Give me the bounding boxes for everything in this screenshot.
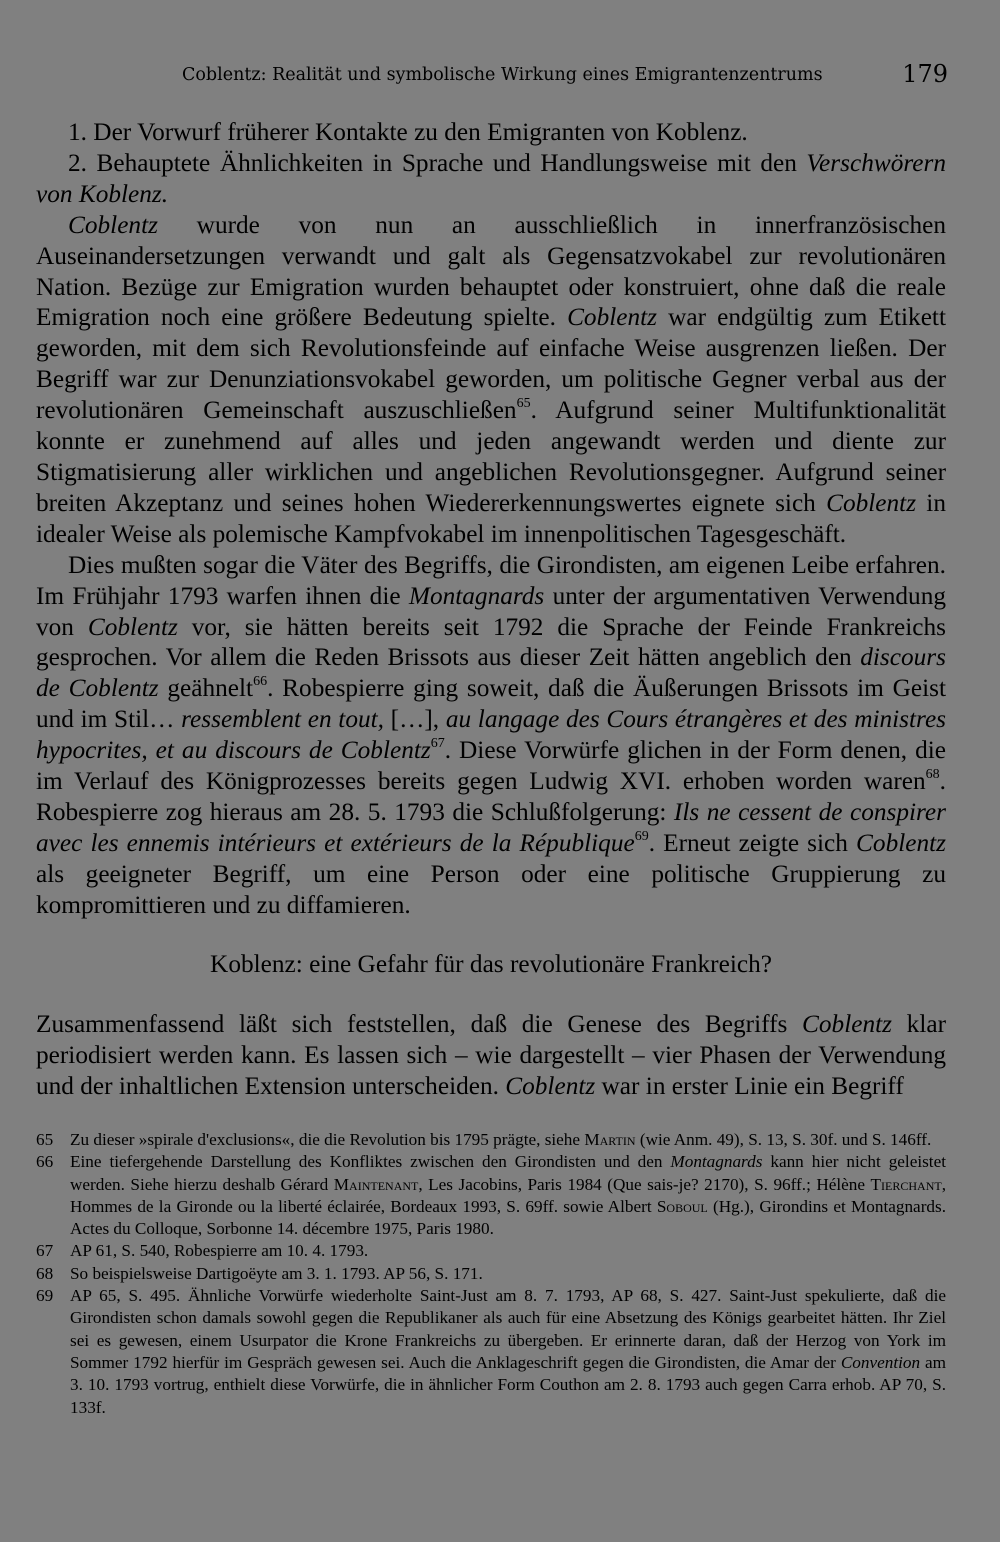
text-run: war in erster Linie ein Begriff <box>595 1072 904 1101</box>
italic-quote: au langage des Cours étrangères et des ministres hypocrites, et au discours de Coblentz <box>36 705 947 765</box>
italic-term: Coblentz <box>567 303 658 332</box>
italic-term: Convention <box>840 1352 921 1372</box>
text-run: war endgültig zum Etikett geworden, mit dem sich Revolutionsfeinde auf einfache Weise ausgrenzen ließen. Der Begriff war zur Denunziationsvokabel geworden, um politische Gegner verbal aus der revolutionären Gemeinschaft auszuschließen <box>36 303 946 425</box>
body-text <box>36 117 946 1102</box>
italic-term: Coblentz <box>505 1072 596 1101</box>
text-run: kann hier nicht geleistet werden. Siehe hierzu deshalb Gérard <box>70 1152 946 1194</box>
italic-term: Montagnards <box>670 1152 763 1172</box>
text-run: am 3. 10. 1793 vortrug, enthielt diese Vorwürfe, die in ähnlicher Form Couthon am 2. 8. 1793 auch gegen Carra erhob. AP 70, S. 133f. <box>70 1352 946 1417</box>
footnote-ref[interactable]: 65 <box>516 396 531 412</box>
list-item <box>36 148 946 210</box>
footnote-ref[interactable]: 66 <box>253 674 268 690</box>
footnote-text <box>70 1285 946 1419</box>
footnote <box>36 1151 946 1240</box>
paragraph <box>36 1009 946 1102</box>
footnote <box>36 1129 946 1151</box>
paragraph <box>36 550 946 921</box>
footnote <box>36 1240 946 1262</box>
list-item-text: 1. Der Vorwurf früherer Kontakte zu den Emigranten von Koblenz. <box>68 118 748 146</box>
paragraph <box>36 210 946 550</box>
italic-term: Coblentz <box>68 210 158 239</box>
italic-term: discours de Coblentz <box>36 643 946 703</box>
list-item-text: 2. Behauptete Ähnlichkeiten in Sprache und Handlungsweise mit den <box>68 148 807 177</box>
footnote-number: 65 <box>36 1130 54 1149</box>
text-run: geähnelt <box>158 674 254 703</box>
text-run: . Erneut zeigte sich <box>648 828 857 857</box>
author-name: Soboul <box>656 1196 708 1216</box>
text-run: vor, sie hätten bereits seit 1792 die Sprache der Feinde Frankreichs gesprochen. Vor allem die Reden Brissots aus dieser Zeit hätten angeblich den <box>36 612 946 672</box>
footnote-ref[interactable]: 68 <box>925 767 940 783</box>
italic-term: Coblentz <box>87 612 178 641</box>
footnote-ref[interactable]: 69 <box>634 828 649 844</box>
text-run: wurde von nun an ausschließlich in innerfranzösischen Auseinandersetzungen verwandt und galt als Gegensatzvokabel zur revolutionären Nation. Bezüge zur Emigration wurden behauptet oder konstruiert, ohne daß die reale Emigration noch eine größere Bedeutung spielte. <box>36 210 946 332</box>
text-run: Eine tiefergehende Darstellung des Konfliktes zwischen den Girondisten und den <box>70 1152 671 1172</box>
footnote-text: So beispielsweise Dartigoëyte am 3. 1. 1793. AP 56, S. 171. <box>70 1263 483 1283</box>
text-run: als geeigneter Begriff, um eine Person oder eine politische Gruppierung zu kompromittieren und zu diffamieren. <box>36 859 946 919</box>
text-run: . Aufgrund seiner Multifunktionalität konnte er zunehmend auf alles und jeden angewandt werden und diente zur Stigmatisierung aller wirklichen und angeblichen Revolutionsgegner. Aufgrund seiner breiten Akzeptanz und seines hohen Wiedererkennungswertes eignete sich <box>36 396 947 517</box>
italic-term: Coblentz <box>802 1010 892 1039</box>
text-run: AP 65, S. 495. Ähnliche Vorwürfe wiederholte Saint-Just am 8. 7. 1793, AP 68, S. 427. Saint-Just spekulierte, daß die Girondisten schon damals sowohl gegen die Republikaner als auch für eine Absetzung des Königs gearbeitet hätten. Ihr Ziel sei es gewesen, einem Usurpator die Krone Frankreichs zu übergeben. Er erinnerte daran, daß der Herzog von York im Sommer 1792 hierfür im Gespräch gewesen sei. Auch die Anklageschrift gegen die Girondisten, die Amar der <box>70 1286 946 1372</box>
text-run: klar periodisiert werden kann. Es lassen sich – wie dargestellt – vier Phasen der Verwendung und der inhaltlichen Extension unterscheiden. <box>36 1010 946 1101</box>
page-number: 179 <box>902 60 948 88</box>
footnote-number: 69 <box>36 1286 54 1306</box>
author-name: Tierchant <box>870 1174 942 1194</box>
italic-term: Verschwörern von Koblenz. <box>36 148 946 208</box>
italic-term: Montagnards <box>408 581 545 610</box>
text-run: , Les Jacobins, Paris 1984 (Que sais-je? 2170), S. 96ff.; Hélène <box>418 1174 871 1194</box>
italic-term: Coblentz <box>856 828 946 857</box>
italic-term: Coblentz <box>826 488 917 517</box>
running-title: Coblentz: Realität und symbolische Wirkung eines Emigrantenzentrums <box>182 65 823 85</box>
text-run: (wie Anm. 49), S. 13, S. 30f. und S. 146ff. <box>635 1130 932 1149</box>
text-run: . Diese Vorwürfe glichen in der Form denen, die im Verlauf des Königprozesses bereits gegen Ludwig XVI. erhoben worden waren <box>36 736 947 796</box>
footnote-text <box>70 1151 946 1240</box>
section-heading: Koblenz: eine Gefahr für das revolutionäre Frankreich? <box>210 949 772 978</box>
running-head <box>182 62 948 92</box>
text-run: Zu dieser »spirale d'exclusions«, die die Revolution bis 1795 prägte, siehe <box>70 1130 585 1149</box>
italic-quote: ressemblent en tout, <box>181 705 384 734</box>
footnote <box>36 1285 946 1419</box>
footnote-number: 67 <box>36 1241 54 1261</box>
text-run: . Robespierre ging soweit, daß die Äußerungen Brissots im Geist und im Stil… <box>36 674 947 734</box>
text-run: (Hg.), Girondins et Montagnards. Actes du Colloque, Sorbonne 14. décembre 1975, Paris 1980. <box>70 1196 946 1239</box>
text-run: Zusammenfassend läßt sich feststellen, daß die Genese des Begriffs <box>36 1010 803 1039</box>
text-run: […], <box>383 705 446 734</box>
footnotes <box>36 1129 946 1419</box>
footnote-number: 66 <box>36 1152 54 1172</box>
footnote-number: 68 <box>36 1263 54 1283</box>
author-name: Martin <box>584 1130 636 1149</box>
footnote-ref[interactable]: 67 <box>430 736 445 752</box>
list-item <box>36 117 946 148</box>
text-run: , Hommes de la Gironde ou la liberté éclairée, Bordeaux 1993, S. 69ff. sowie Albert <box>70 1174 946 1216</box>
author-name: Maintenant <box>333 1174 419 1194</box>
text-run: Dies mußten sogar die Väter des Begriffs, die Girondisten, am eigenen Leibe erfahren. Im Frühjahr 1793 warfen ihnen die <box>36 550 946 610</box>
footnote-text: AP 61, S. 540, Robespierre am 10. 4. 1793. <box>70 1241 369 1261</box>
footnote <box>36 1263 946 1285</box>
text-run: unter der argumentativen Verwendung von <box>36 581 946 641</box>
footnote-text <box>70 1129 946 1151</box>
text-run: . Robespierre zog hieraus am 28. 5. 1793 die Schlußfolgerung: <box>36 767 946 826</box>
italic-quote: Ils ne cessent de conspirer avec les ennemis intérieurs et extérieurs de la République <box>36 797 947 857</box>
text-run: in idealer Weise als polemische Kampfvokabel im innenpolitischen Tagesgeschäft. <box>36 488 946 548</box>
